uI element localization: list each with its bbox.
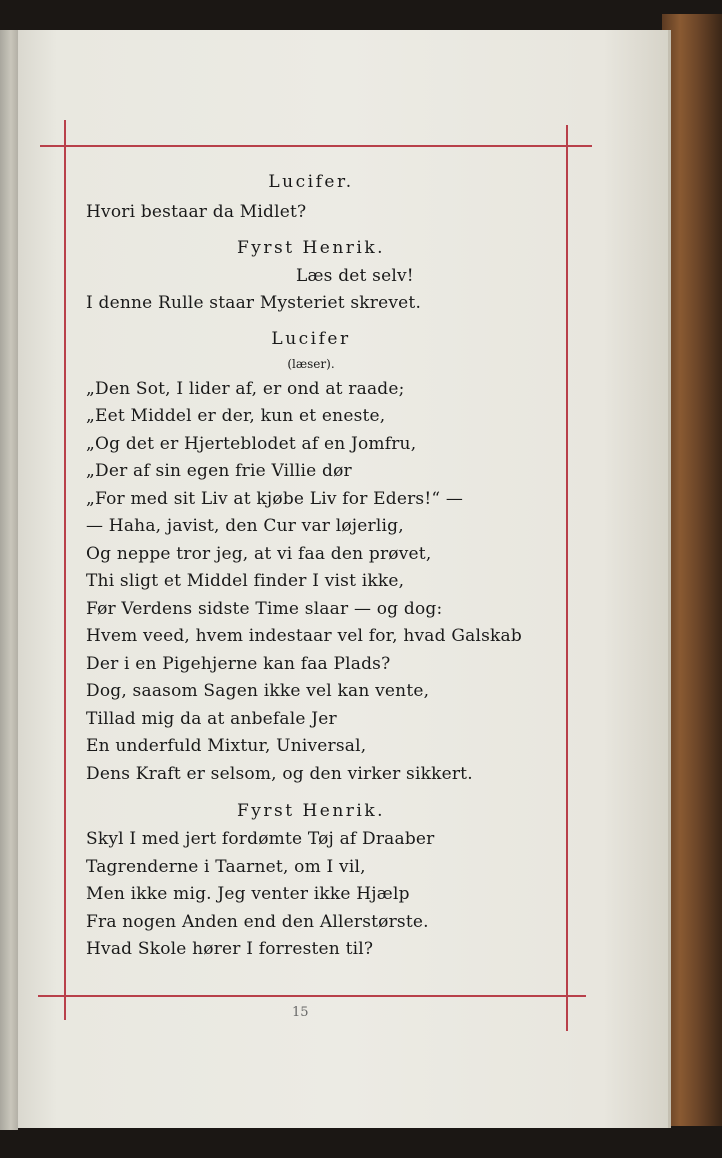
facing-page-edge — [0, 30, 18, 1130]
verse-line: Tagrenderne i Taarnet, om I vil, — [86, 856, 366, 877]
book-cover-edge — [662, 14, 722, 1126]
verse-line: Fra nogen Anden end den Allerstørste. — [86, 911, 429, 932]
frame-rule-right — [566, 125, 568, 1031]
verse-line: Tillad mig da at anbefale Jer — [86, 708, 337, 729]
verse-line: Der i en Pigehjerne kan faa Plads? — [86, 653, 391, 674]
verse-line: „Eet Middel er der, kun et eneste, — [86, 406, 386, 426]
verse-line: Dog, saasom Sagen ikke vel kan vente, — [86, 681, 430, 701]
verse-line: Hvad Skole hører I forresten til? — [86, 939, 374, 959]
frame-rule-left — [64, 120, 66, 1020]
verse-line: „Den Sot, I lider af, er ond at raade; — [86, 378, 405, 399]
speaker-name: Lucifer. — [268, 172, 354, 192]
verse-line: — Haha, javist, den Cur var løjerlig, — [86, 516, 404, 536]
verse-line: Men ikke mig. Jeg venter ikke Hjælp — [86, 884, 410, 904]
verse-line: „Og det er Hjerteblodet af en Jomfru, — [86, 433, 417, 454]
verse-line: Før Verdens sidste Time slaar — og dog: — [86, 598, 443, 619]
speaker-name: Fyrst Henrik. — [236, 801, 386, 821]
verse-line: Og neppe tror jeg, at vi faa den prøvet, — [86, 543, 432, 564]
play-text — [86, 165, 536, 964]
verse-line: I denne Rulle staar Mysteriet skrevet. — [86, 293, 422, 313]
verse-line: Thi sligt et Middel finder I vist ikke, — [86, 571, 405, 591]
page-number: 15 — [292, 1005, 309, 1020]
verse-line: „For med sit Liv at kjøbe Liv for Eders!“ — — [86, 488, 464, 509]
frame-rule-top — [40, 145, 592, 147]
verse-line: Hvem veed, hvem indestaar vel for, hvad Galskab — [86, 626, 522, 646]
frame-rule-bottom — [38, 995, 586, 997]
speaker-name: Fyrst Henrik. — [236, 237, 386, 258]
verse-line: Hvori bestaar da Midlet? — [86, 202, 307, 222]
verse-line: En underfuld Mixtur, Universal, — [86, 736, 367, 756]
verse-line: „Der af sin egen frie Villie dør — [86, 461, 352, 481]
speaker-name: Lucifer — [271, 328, 351, 349]
verse-line: Læs det selv! — [296, 265, 414, 286]
verse-line: Dens Kraft er selsom, og den virker sikkert. — [86, 763, 473, 784]
stage-direction: (læser). — [287, 356, 335, 371]
verse-line: Skyl I med jert fordømte Tøj af Draaber — [86, 829, 435, 849]
